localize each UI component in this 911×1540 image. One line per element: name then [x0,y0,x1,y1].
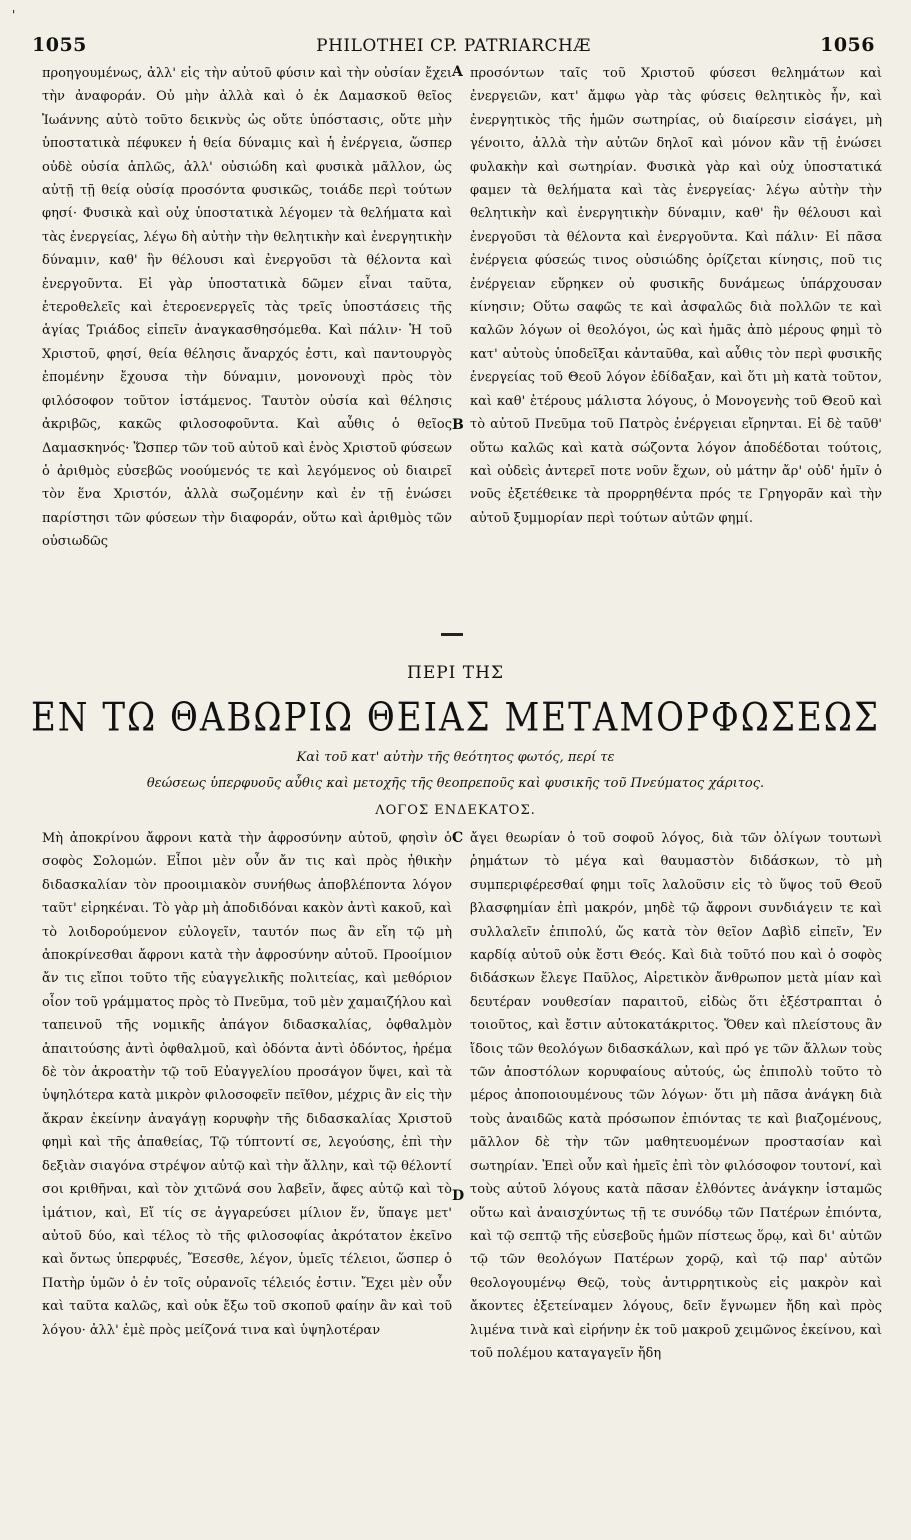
running-title: PHILOTHEI CP. PATRIARCHÆ [316,36,591,56]
section-divider [441,633,463,636]
top-left-text: προηγουμένως, ἀλλ' εἰς τὴν αὐτοῦ φύσιν καὶ τὴν οὐσίαν ἔχει τὴν ἀναφοράν. Οὐ μὴν ἀλλὰ καὶ ὁ ἐκ Δαμασκοῦ θεῖος Ἰωάννης αὐτὸ τοῦτο δεικνὺς ὡς οὔτε ὑπόστασις, οὔτε μὴν ὑποστατικὰ πέφυκεν ἡ θεία δύναμις καὶ ἡ ἐνέργεια, ὥσπερ οὐδὲ οὐσία ἁπλῶς, ἀλλ' οὐσιώδη καὶ φυσικὰ μᾶλλον, ὡς αὐτῇ τῇ θείᾳ οὐσίᾳ προσόντα φυσικῶς, τοιάδε περὶ τούτων φησί· Φυσικὰ καὶ οὐχ ὑποστατικὰ λέγομεν τὰ θελήματα καὶ τὰς ἐνεργείας, λέγω δὴ αὐτὴν τὴν θελητικὴν καὶ ἐνεργητικὴν δύναμιν, καθ' ἣν θέλουσι καὶ ἐνεργοῦσι τὰ θέλοντα καὶ ἐνεργοῦντα. Εἰ γὰρ ὑποστατικὰ δῶμεν εἶναι ταῦτα, ἑτεροθελεῖς καὶ ἑτεροενεργεῖς τὰς τρεῖς ὑποστάσεις τῆς ἁγίας Τριάδος εἰπεῖν ἀναγκασθησόμεθα. Καὶ πάλιν· Ἡ τοῦ Χριστοῦ, φησί, θεία θέλησις ἄναρχός ἐστι, καὶ παντουργὸς ἑπομένην ἔχουσα τὴν δύναμιν, μονονουχὶ πρὸς τὸν φιλόσοφον τοῦτον ἱστάμενος. Ταυτὸν οὐσία καὶ θέλησις ἀκριβῶς, κακῶς φιλοσοφοῦντα. Καὶ αὖθις ὁ θεῖος Δαμασκηνός· Ὥσπερ τῶν τοῦ αὐτοῦ καὶ ἑνὸς Χριστοῦ φύσεων ὁ ἀριθμὸς εὐσεβῶς νοούμενός τε καὶ λεγόμενος οὐ διαιρεῖ τὸν ἕνα Χριστόν, ἀλλὰ σωζομένην καὶ ἐν τῇ ἑνώσει παρίστησι τῶν φύσεων τὴν διαφοράν, οὕτω καὶ ἀριθμὸς τῶν οὐσιωδῶς [42,66,452,550]
margin-letter-d: D [452,1188,465,1204]
top-left-column [42,62,452,607]
right-page-number: 1056 [820,34,875,56]
margin-letter-c: C [452,830,464,846]
top-right-column [470,62,882,607]
margin-letter-a: A [452,64,463,80]
bottom-left-column [42,827,452,1517]
margin-tick: ' [12,8,16,22]
bottom-right-column [470,827,882,1517]
section-heading-small: ΠΕΡΙ ΤΗΣ [407,663,504,683]
bottom-right-text: ἄγει θεωρίαν ὁ τοῦ σοφοῦ λόγος, διὰ τῶν ὀλίγων τουτωνὶ ῥημάτων τὸ μέγα καὶ θαυμαστὸν διδάσκων, τὸ μὴ συμπεριφέρεσθαί φημι τοῖς λαλοῦσιν εἰς τὸ ὕψος τοῦ Θεοῦ βλασφημίαν ἐπὶ μακρόν, μηδὲ τῷ ἄφρονι συνδιάγειν τε καὶ συλλαλεῖν ἐπιπολύ, ὥς κατὰ τὸν θεῖον Δαβὶδ εἰπεῖν, Ἐν καρδίᾳ αὐτοῦ οὐκ ἔστι Θεός. Καὶ διὰ τοῦτό που καὶ ὁ σοφὸς διδάσκων ἔλεγε Παῦλος, Αἱρετικὸν ἄνθρωπον μετὰ μίαν καὶ δευτέραν νουθεσίαν παραιτοῦ, εἰδὼς ὅτι ἐξέστραπται ὁ τοιοῦτος, καὶ ἔστιν αὐτοκατάκριτος. Ὅθεν καὶ πλείστους ἂν ἴδοις τῶν θεολόγων διδασκάλων, καὶ πρό γε τῶν ἄλλων τοὺς τῶν ἀποστόλων κορυφαίους αὐτούς, ὡς ἐπιπολὺ τοῦτο τὸ μέρος ἀποποιουμένους τῶν λόγων· ὅτι μὴ πᾶσα ἀνάγκη διὰ τοὺς ἀναιδῶς κατὰ πρόσωπον ἐπιόντας τε καὶ βιαζομένους, μᾶλλον δὲ τὴν τῶν μαθητευομένων προστασίαν καὶ σωτηρίαν. Ἐπεὶ οὖν καὶ ἡμεῖς ἐπὶ τὸν φιλόσοφον τουτονί, καὶ τοὺς αὐτοῦ λόγους κατὰ πᾶσαν ἐλθόντες ἀνάγκην ἱσταμῶς οὕτω καὶ ἀναισχύντως τῇ τε συνόδῳ τῶν Πατέρων ἐπιόντα, καὶ τῷ σεπτῷ τῆς εὐσεβοῦς ἡμῶν πίστεως ὅρῳ, καὶ δι' αὐτῶν τῷ τῶν θεολόγων Πατέρων χορῷ, καὶ τῷ παρ' αὐτῶν θεολογουμένῳ Θεῷ, τοὺς ἀντιρρητικοὺς εἰς μακρὸν καὶ ἄκοντες ἐξετείναμεν λόγους, δεῖν ἔγνωμεν ἤδη καὶ πρὸς λιμένα τινὰ καὶ εἰρήνην ἐκ τοῦ μακροῦ χειμῶνος ἐκείνου, καὶ τοῦ πολέμου καταγαγεῖν ἤδη [470,831,882,1361]
margin-letter-b: B [452,417,464,433]
section-heading-subtitle-1: Καὶ τοῦ κατ' αὐτὴν τῆς θεότητος φωτός, περί τε [296,750,615,765]
top-right-text: προσόντων ταῖς τοῦ Χριστοῦ φύσεσι θελημάτων καὶ ἐνεργειῶν, κατ' ἄμφω γὰρ τὰς φύσεις θελητικὸς ἦν, καὶ ἐνεργητικὸς τῆς ἡμῶν σωτηρίας, οὐ διαίρεσιν εἰσάγει, μὴ γένοιτο, ἀλλὰ τὴν αὐτῶν δηλοῖ καὶ μόνον κἂν τῇ ἑνώσει φυλακὴν καὶ σωτηρίαν. Φυσικὰ γὰρ καὶ οὐχ ὑποστατικά φαμεν τὰ θελήματα καὶ τὰς ἐνεργείας· λέγω αὐτὴν τὴν θελητικὴν καὶ ἐνεργητικὴν δύναμιν, καθ' ἣν θέλουσι καὶ ἐνεργοῦσι τὰ θέλοντα καὶ ἐνεργοῦντα. Καὶ πάλιν· Εἰ πᾶσα ἐνέργεια φύσεώς τινος οὐσιώδης ὁρίζεται κίνησις, ποῦ τις ἐνέργειαν εὕρηκεν οὐ φυσικῆς δυνάμεως ὑπάρχουσαν κίνησιν; Οὕτω σαφῶς τε καὶ ἀσφαλῶς διὰ πολλῶν τε καὶ καλῶν λόγων οἱ θεολόγοι, ὡς καὶ ἡμᾶς ἀπὸ μέρους φημὶ τὸ κατ' αὐτοὺς ὑποδεῖξαι κἀνταῦθα, καὶ αὖθις τὸν περὶ φυσικῆς ἐνεργείας τοῦ Θεοῦ λόγον ἐδίδαξαν, καὶ ὅτι μὴ κατὰ τοῦτον, καὶ καθ' ἑτέρους μάλιστα λόγους, ὁ Μονογενὴς τοῦ Θεοῦ καὶ τὸ αὐτοῦ Πνεῦμα τοῦ Πατρὸς ἐνέργειαι εἴρηνται. Εἰ δὲ ταῦθ' οὕτω καλῶς καὶ κατὰ σώζοντα λόγον ἀποδέδοται τούτοις, καὶ οὐδεὶς ἀντερεῖ ποτε νοῦν ἔχων, οὐ μάτην ἄρ' οὐδ' ἡμῖν ὁ νοῦς ἐξετέθεικε τὰ προρρηθέντα πρός τε Γρηγορᾶν καὶ τὴν αὐτοῦ ξυμμορίαν περὶ τούτων αὐτῶν φημί. [470,66,882,526]
section-heading-subtitle-2: θεώσεως ὑπερφυοῦς αὖθις καὶ μετοχῆς τῆς θεοπρεποῦς καὶ φυσικῆς τοῦ Πνεύματος χάριτος. [146,776,765,791]
bottom-left-text: Μὴ ἀποκρίνου ἄφρονι κατὰ τὴν ἀφροσύνην αὐτοῦ, φησὶν ὁ σοφὸς Σολομών. Εἶποι μὲν οὖν ἄν τις καὶ πρὸς ἠθικὴν διδασκαλίαν τὸν προοιμιακὸν συνήθως ἀποβλέποντα λόγον ταῦτ' εἰρηκέναι. Τὸ γὰρ μὴ ἀποδιδόναι κακὸν ἀντὶ κακοῦ, καὶ τὸ λοιδορούμενον εὐλογεῖν, ταυτόν πως ἂν εἴη τῷ μὴ ἀποκρίνεσθαι ἄφρονι κατὰ τὴν ἀφροσύνην αὐτοῦ. Προοίμιον ἄν τις εἴποι τοῦτο τῆς εὐαγγελικῆς πολιτείας, καὶ μεθόριον οἷον τοῦ γράμματος πρὸς τὸ Πνεῦμα, τοῦ μὲν χαμαιζήλου καὶ ταπεινοῦ τῆς νομικῆς ἀπάγον διδασκαλίας, ὀφθαλμὸν ἀπαιτούσης ἀντὶ ὀφθαλμοῦ, καὶ ὀδόντα ἀντὶ ὀδόντος, ἠρέμα δὲ τὸν ἀκροατὴν τῷ τοῦ Εὐαγγελίου προσάγον ὕψει, καὶ τὰ ὑψηλότερα κατὰ μικρὸν φιλοσοφεῖν πεῖθον, μέχρις ἂν εἰς τὴν ἄκραν ἐκείνην ἀναγάγῃ κορυφὴν τῆς διδασκαλίας Χριστοῦ φημὶ καὶ τῆς ἀπαθείας, Τῷ τύπτοντί σε, λεγούσης, ἐπὶ τὴν δεξιὰν σιαγόνα στρέψον αὐτῷ καὶ τὴν ἄλλην, καὶ τῷ θέλοντί σοι κριθῆναι, καὶ τὸν χιτῶνά σου λαβεῖν, ἄφες αὐτῷ καὶ τὸ ἱμάτιον, καὶ, Εἴ τίς σε ἀγγαρεύσει μίλιον ἕν, ὕπαγε μετ' αὐτοῦ δύο, καὶ τέλος τὸ τῆς φιλοσοφίας ἀκρότατον ἐκεῖνο καὶ ὄντως ὑπερφυές, Ἔσεσθε, λέγον, ὑμεῖς τέλειοι, ὥσπερ ὁ Πατὴρ ὑμῶν ὁ ἐν τοῖς οὐρανοῖς τέλειός ἐστιν. Ἔχει μὲν οὖν καὶ ταῦτα καλῶς, καὶ οὐκ ἔξω τοῦ σκοποῦ φαίην ἂν καὶ τοῦ λόγου· ἀλλ' ἐμὲ πρὸς μείζονά τινα καὶ ὑψηλοτέραν [42,831,452,1338]
section-heading-oratio: ΛΟΓΟΣ ΕΝΔΕΚΑΤΟΣ. [375,803,536,818]
section-heading-title: ΕΝ ΤΩ ΘΑΒΩΡΙΩ ΘΕΙΑΣ ΜΕΤΑΜΟΡΦΩΣΕΩΣ [30,695,881,741]
running-head [32,34,875,64]
left-page-number: 1055 [32,34,87,56]
